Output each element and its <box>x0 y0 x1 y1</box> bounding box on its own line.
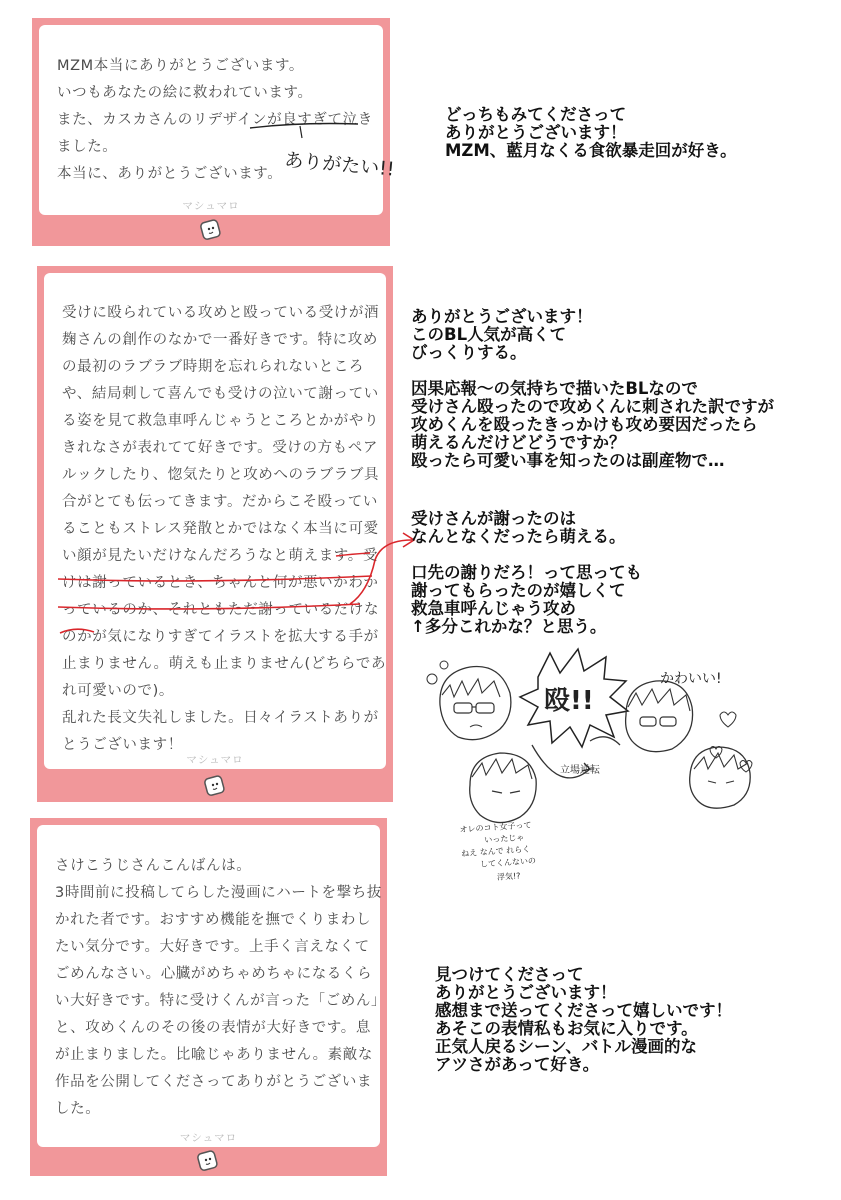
card-3-line: が止まりました。比喩じゃありません。素敵な <box>55 1047 373 1063</box>
punch-burst <box>520 649 628 747</box>
character-head-3 <box>470 753 536 823</box>
sketch-note-line: オレのコト女子って <box>459 820 532 835</box>
reply-5 <box>411 564 642 636</box>
sketch-note <box>459 819 537 884</box>
card-3-line: かれた者です。おすすめ機能を撫でくりまわし <box>55 912 372 928</box>
thanks-handwriting: ありがたい!! <box>283 149 396 181</box>
card-2-line: 受けに殴られている攻めと殴っている受けが酒 <box>62 305 380 321</box>
card-2-line: っているのか、それともただ謝っているだけな <box>62 602 380 618</box>
reply-6-line: 見つけてくださって <box>435 965 584 984</box>
card-2-line: 合がとても伝ってきます。だからこそ殴ってい <box>62 494 378 510</box>
card-2-line: れ可愛いので)。 <box>62 683 174 699</box>
reply-3-line: 殴ったら可愛い事を知ったのは副産物で… <box>411 451 725 470</box>
card-2-line: ルックしたり、惚気たりと攻めへのラブラブ具 <box>62 467 380 483</box>
card-3-line: たい気分です。大好きです。上手く言えなくて <box>55 939 370 955</box>
card-3-line: 作品を公開してくださってありがとうございま <box>55 1074 373 1090</box>
card-2-line: のかが気になりすぎてイラストを拡大する手が <box>62 629 379 645</box>
card-1-line: 本当に、ありがとうございます。 <box>57 166 283 182</box>
reply-1-line: ありがとうございます！ <box>445 123 627 142</box>
reply-3 <box>411 380 774 470</box>
reply-4 <box>411 510 626 546</box>
card-2-line: の最初のラブラブ時期を忘れられないところ <box>62 359 364 375</box>
reply-1-line: MZM、藍月なくる食欲暴走回が好き。 <box>445 141 737 160</box>
card-3-message <box>55 853 386 1123</box>
card-3-line: 3時間前に投稿してらした漫画にハートを撃ち抜 <box>55 885 382 901</box>
card-2-line: 止まりません。萌えも止まりません(どちらであ <box>62 656 387 672</box>
card-3-line: い大好きです。特に受けくんが言った「ごめん」 <box>55 993 387 1009</box>
reply-6-line: アツさがあって好き。 <box>435 1055 600 1074</box>
reply-3-line: 受けさん殴ったので攻めくんに刺された訳ですが <box>411 397 774 416</box>
kawaii-text: かわいい! <box>660 671 722 687</box>
card-2-line: 麹さんの創作のなかで一番好きです。特に攻め <box>62 332 378 348</box>
card-3-line: した。 <box>55 1101 101 1117</box>
reply-4-line: なんとなくだったら萌える。 <box>411 527 626 546</box>
reply-6-line: 正気人戻るシーン、バトル漫画的な <box>435 1037 698 1056</box>
reply-1-line: どっちもみてくださって <box>445 105 627 124</box>
reply-2-line: びっくりする。 <box>411 343 527 362</box>
marshmallow-mascot-icon <box>196 1149 220 1173</box>
sketch-note-line: ねえ なんで れらく <box>460 844 531 859</box>
reply-6-line: あそこの表情私もお気に入りです。 <box>435 1019 698 1038</box>
sketch-illustration <box>420 645 780 890</box>
card-2-line: とうございます！ <box>62 737 183 753</box>
character-head-4 <box>690 747 751 808</box>
sketch-note-line: いったじゃ <box>484 832 525 845</box>
reply-6 <box>435 966 732 1074</box>
reply-5-line: 救急車呼んじゃう攻め <box>411 599 576 618</box>
sketch-note-line: してくんないの <box>479 856 537 870</box>
card-2-line: けは謝っているとき、ちゃんと何が悪いかわか <box>62 575 379 591</box>
card-2-line: い顔が見たいだけなんだろうなと萌えます。受 <box>62 548 378 564</box>
card-2-brand: マシュマロ <box>186 754 244 766</box>
reply-4-line: 受けさんが謝ったのは <box>411 509 576 528</box>
card-1-line: ました。 <box>57 139 118 155</box>
reply-6-line: 感想まで送ってくださって嬉しいです！ <box>435 1001 732 1020</box>
card-2-line: きれなさが表れてて好きです。受けの方もペア <box>62 440 378 456</box>
reply-2-line: ありがとうございます！ <box>411 307 593 326</box>
reply-3-line: 攻めくんを殴ったきっかけも攻め要因だったら <box>411 415 758 434</box>
reply-5-line: 謝ってもらったのが嬉しくて <box>411 581 626 600</box>
card-1-line: また、カスカさんのリデザインが良すぎて泣き <box>57 112 373 128</box>
card-3-line: さけこうじさんこんばんは。 <box>55 858 252 874</box>
reply-5-line: 口先の謝りだろ！って思っても <box>411 563 642 582</box>
card-3-brand: マシュマロ <box>179 1132 238 1144</box>
card-2-line: 乱れた長文失礼しました。日々イラストありが <box>62 710 379 726</box>
sketch-note-line: 浮気!? <box>496 871 521 882</box>
reply-3-line: 因果応報〜の気持ちで描いたBLなので <box>411 379 698 398</box>
card-2-line: る姿を見て救急車呼んじゃうところとかがやり <box>62 413 380 429</box>
card-3-line: と、攻めくんのその後の表情が大好きです。息 <box>55 1020 371 1036</box>
card-3-body <box>37 825 387 1147</box>
card-1-line: MZM本当にありがとうございます。 <box>57 58 304 74</box>
card-2-line: ることもストレス発散とかではなく本当に可愛 <box>62 521 379 537</box>
reply-5-line: ↑多分これかな？と思う。 <box>411 617 607 636</box>
card-1-line: いつもあなたの絵に救われています。 <box>57 85 313 101</box>
reply-2-line: このBL人気が高くて <box>411 325 567 344</box>
character-head-1 <box>427 661 511 740</box>
reply-3-line: 萌えるんだけどどうですか？ <box>411 433 626 452</box>
marshmallow-card-3 <box>30 818 387 1176</box>
reply-2 <box>411 308 593 362</box>
role-reversal-text: 立場逆転 <box>560 765 600 776</box>
reply-6-line: ありがとうございます！ <box>435 983 617 1002</box>
card-3-line: ごめんなさい。心臓がめちゃめちゃになるくら <box>55 966 373 982</box>
card-1-brand: マシュマロ <box>182 200 240 212</box>
punch-text: 殴!! <box>544 686 594 716</box>
card-2-line: や、結局刺して喜んでも受けの泣いて謝ってい <box>62 386 379 402</box>
